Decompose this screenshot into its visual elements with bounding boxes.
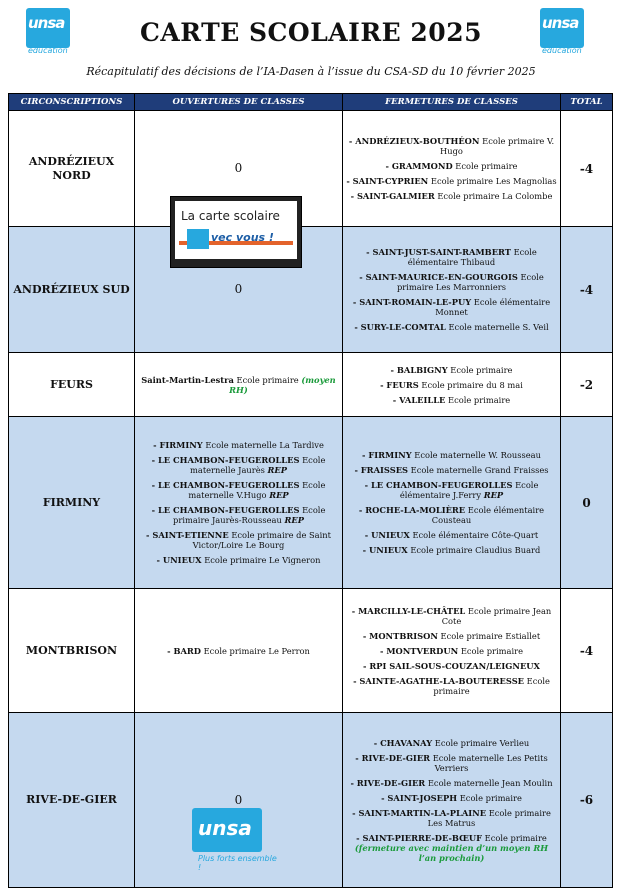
fermetures-cell (343, 589, 561, 713)
table-row (9, 111, 613, 227)
fermeture-entry (346, 191, 557, 201)
fermeture-entry (346, 297, 557, 317)
unsa-logo-left: unsa éducation (24, 8, 74, 58)
fermeture-entry (346, 738, 557, 748)
fermeture-detail: Ecole primaire Verlieu (434, 737, 530, 748)
ouverture-entry (138, 480, 339, 500)
fermeture-entry (346, 450, 557, 460)
fermeture-detail: Ecole primaire du 8 mai (421, 379, 523, 390)
fermeture-detail: Ecole primaire (448, 394, 511, 405)
fermeture-entry (346, 808, 557, 828)
ouverture-town: - SAINT-ETIENNE (146, 530, 229, 540)
ouverture-rep: REP (284, 515, 304, 525)
fermeture-detail: Ecole élémentaire Thibaud (407, 247, 537, 267)
fermeture-entry (346, 631, 557, 641)
fermeture-entry (346, 505, 557, 525)
fermeture-detail: Ecole primaire La Colombe (437, 191, 553, 201)
ouverture-town: Saint-Martin-Lestra (141, 374, 234, 385)
fermeture-entry (346, 480, 557, 500)
fermeture-town: - FRAISSES (354, 465, 409, 475)
fermeture-detail: Ecole maternelle W. Rousseau (414, 450, 541, 460)
fermeture-entry (346, 646, 557, 656)
table-row (9, 589, 613, 713)
total-cell: -4 (561, 227, 613, 353)
total-cell: -4 (561, 111, 613, 227)
fermeture-town: - ANDRÉZIEUX-BOUTHÉON (348, 136, 480, 146)
fermeture-detail: Ecole maternelle Les Petits Verriers (432, 752, 548, 773)
total-cell: 0 (561, 417, 613, 589)
fermeture-town: - UNIEUX (362, 545, 408, 555)
ouverture-detail: Ecole primaire Le Vigneron (204, 555, 321, 565)
carte-scolaire-table (8, 93, 613, 888)
page-title: CARTE SCOLAIRE 2025 (139, 18, 482, 47)
fermeture-town: - SAINT-JOSEPH (381, 792, 458, 803)
fermeture-town: - RIVE-DE-GIER (355, 752, 431, 763)
fermeture-entry (346, 365, 557, 375)
fermetures-cell (343, 417, 561, 589)
fermeture-detail: Ecole maternelle S. Veil (448, 322, 549, 332)
fermeture-town: - FIRMINY (362, 450, 412, 460)
fermeture-town: - LE CHAMBON-FEUGEROLLES (364, 480, 513, 490)
fermetures-cell (343, 353, 561, 417)
fermeture-town: - VALEILLE (392, 394, 446, 405)
ouvertures-zero: 0 (234, 792, 243, 807)
fermeture-town: - SURY-LE-COMTAL (354, 322, 446, 332)
ouverture-detail: Ecole primaire Jaurès-Rousseau (173, 505, 326, 525)
fermeture-detail: Ecole élémentaire Côte-Quart (412, 530, 539, 540)
fermeture-detail: Ecole maternelle Jean Moulin (427, 777, 553, 788)
ouverture-entry (138, 505, 339, 525)
total-cell: -2 (561, 353, 613, 417)
fermeture-detail: Ecole élémentaire J.Ferry (399, 480, 539, 500)
header-circonscriptions: CIRCONSCRIPTIONS (9, 94, 135, 111)
fermeture-detail: Ecole maternelle Grand Fraisses (410, 465, 549, 475)
fermeture-town: - ROCHE-LA-MOLIÈRE (358, 505, 466, 515)
table-row (9, 417, 613, 589)
fermeture-detail: Ecole primaire Jean Cote (441, 605, 552, 626)
ouverture-entry (138, 530, 339, 550)
fermeture-entry (346, 247, 557, 267)
fermeture-town: - MARCILLY-LE-CHÂTEL (351, 605, 466, 616)
unsa-logo-right: unsa éducation (538, 8, 588, 58)
ouvertures-cell (135, 353, 343, 417)
fermeture-detail: Ecole élémentaire Cousteau (431, 505, 545, 525)
fermeture-entry (346, 606, 557, 626)
fermeture-town: - SAINT-MAURICE-EN-GOURGOIS (359, 272, 518, 282)
table-row (9, 713, 613, 888)
ouvertures-cell (135, 417, 343, 589)
fermeture-detail: Ecole élémentaire Monnet (435, 297, 551, 317)
ouverture-detail: Ecole primaire Le Perron (203, 645, 310, 656)
fermeture-rep: REP (483, 490, 504, 500)
ouverture-entry (138, 375, 339, 395)
circonscription-cell: MONTBRISON (9, 589, 135, 713)
table-header-row (9, 94, 613, 111)
ouvertures-zero: 0 (234, 161, 243, 175)
ouverture-town: - LE CHAMBON-FEUGEROLLES (151, 505, 300, 515)
fermeture-detail: Ecole primaire V. Hugo (440, 136, 555, 156)
fermeture-entry (346, 161, 557, 171)
ouverture-rep: REP (269, 490, 289, 500)
circonscription-cell: RIVE-DE-GIER (9, 713, 135, 888)
fermeture-town: - SAINT-ROMAIN-LE-PUY (352, 297, 472, 307)
fermeture-detail: Ecole primaire (460, 645, 523, 656)
unsa-education-logo: unsa Plus forts ensemble ! (192, 808, 282, 870)
fermeture-town: - SAINT-GALMIER (350, 191, 435, 201)
fermeture-detail: Ecole primaire (433, 675, 550, 696)
fermetures-cell (343, 713, 561, 888)
ouverture-detail: Ecole primaire de Saint Victor/Loire Le Bourg (192, 530, 331, 550)
fermeture-town: - RPI SAIL-SOUS-COUZAN/LEIGNEUX (363, 660, 540, 671)
table-row (9, 227, 613, 353)
circonscription-cell: FIRMINY (9, 417, 135, 589)
fermeture-detail: Ecole primaire Les Matrus (427, 807, 551, 828)
ouverture-detail: Ecole primaire (236, 374, 299, 385)
fermeture-detail: Ecole primaire Claudius Buard (410, 545, 541, 555)
ouverture-detail: Ecole maternelle Jaurès (190, 455, 326, 475)
fermeture-town: - FEURS (380, 379, 419, 390)
fermeture-detail: Ecole primaire Les Magnolias (430, 176, 557, 186)
fermeture-entry (346, 136, 557, 156)
fermeture-town: - MONTVERDUN (379, 645, 459, 656)
fermeture-town: - SAINT-MARTIN-LA-PLAINE (352, 807, 487, 818)
fermeture-entry (346, 322, 557, 332)
ouverture-detail: Ecole maternelle La Tardive (205, 440, 324, 450)
ouverture-entry (138, 646, 339, 656)
total-cell: -6 (561, 713, 613, 888)
ouverture-town: - FIRMINY (153, 440, 203, 450)
fermeture-note: (fermeture avec maintien d’un moyen RH l’an prochain) (354, 842, 549, 863)
fermeture-entry (346, 661, 557, 671)
ouverture-town: - UNIEUX (156, 555, 202, 565)
ouverture-entry (138, 455, 339, 475)
ouverture-town: - LE CHAMBON-FEUGEROLLES (151, 455, 300, 465)
fermeture-town: - GRAMMOND (385, 161, 453, 171)
fermetures-cell (343, 111, 561, 227)
fermeture-town: - SAINT-JUST-SAINT-RAMBERT (366, 247, 511, 257)
fermeture-entry (346, 272, 557, 292)
fermeture-town: - BALBIGNY (390, 364, 448, 375)
ouvertures-cell (135, 589, 343, 713)
header-fermetures: FERMETURES DE CLASSES (343, 94, 561, 111)
fermeture-detail: Ecole primaire (450, 364, 513, 375)
fermeture-detail: Ecole primaire Les Marronniers (396, 272, 544, 292)
fermeture-town: - SAINTE-AGATHE-LA-BOUTERESSE (353, 675, 525, 686)
fermeture-entry (346, 778, 557, 788)
fermeture-entry (346, 545, 557, 555)
fermeture-entry (346, 793, 557, 803)
carte-scolaire-banner: La carte scolaire vec vous ! (170, 196, 302, 268)
table-row (9, 353, 613, 417)
fermeture-town: - CHAVANAY (373, 737, 433, 748)
fermeture-entry (346, 176, 557, 186)
fermeture-entry (346, 833, 557, 863)
fermeture-town: - RIVE-DE-GIER (350, 777, 426, 788)
ouverture-detail: Ecole maternelle V.Hugo (188, 480, 326, 500)
ouverture-town: - BARD (167, 645, 201, 656)
fermeture-entry (346, 465, 557, 475)
ouverture-rep: REP (267, 465, 287, 475)
circonscription-cell: ANDRÉZIEUX NORD (9, 111, 135, 227)
fermeture-town: - SAINT-CYPRIEN (346, 176, 429, 186)
fermeture-town: - UNIEUX (364, 530, 410, 540)
fermeture-detail: Ecole primaire (484, 832, 547, 843)
fermeture-detail: Ecole primaire Estiallet (440, 630, 541, 641)
fermeture-entry (346, 395, 557, 405)
fermeture-entry (346, 380, 557, 390)
total-cell: -4 (561, 589, 613, 713)
fermeture-detail: Ecole primaire (455, 161, 518, 171)
fermetures-cell (343, 227, 561, 353)
fermeture-detail: Ecole primaire (459, 792, 522, 803)
fermeture-town: - SAINT-PIERRE-DE-BŒUF (356, 832, 482, 843)
ouvertures-zero: 0 (234, 282, 243, 296)
circonscription-cell: ANDRÉZIEUX SUD (9, 227, 135, 353)
fermeture-entry (346, 676, 557, 696)
circonscription-cell: FEURS (9, 353, 135, 417)
page-subtitle: Récapitulatif des décisions de l’IA-Dasen à l’issue du CSA-SD du 10 février 2025 (86, 65, 536, 78)
ouverture-entry (138, 555, 339, 565)
fermeture-town: - MONTBRISON (362, 630, 438, 641)
fermeture-entry (346, 753, 557, 773)
ouverture-entry (138, 440, 339, 450)
header-ouvertures: OUVERTURES DE CLASSES (135, 94, 343, 111)
ouverture-town: - LE CHAMBON-FEUGEROLLES (151, 480, 300, 490)
fermeture-entry (346, 530, 557, 540)
table-body (9, 111, 613, 888)
ouverture-note: (moyen RH) (229, 374, 336, 395)
unsa-mini-logo (187, 229, 209, 249)
header-total: TOTAL (561, 94, 613, 111)
